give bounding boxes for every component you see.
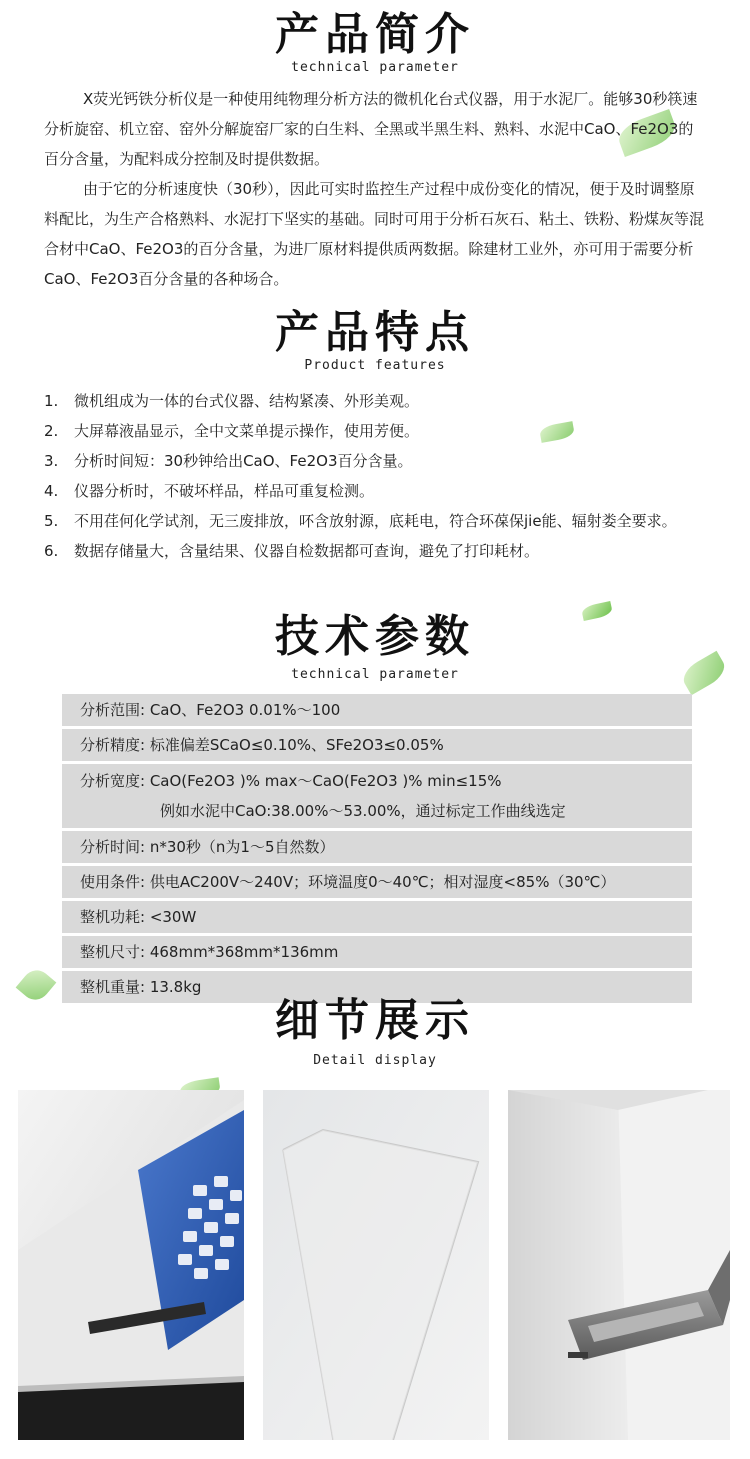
feature-number: 3. — [44, 452, 59, 470]
feature-text: 分析时间短：30秒钟给出CaO、Fe2O3百分含量。 — [74, 452, 413, 470]
intro-title: 产品简介 — [275, 9, 475, 60]
param-row: 整机重量: 13.8kg — [62, 971, 692, 1003]
lid-photo-image — [263, 1090, 489, 1440]
detail-title: 细节展示 — [275, 995, 475, 1046]
feature-item — [44, 446, 704, 476]
feature-text: 大屏幕液晶显示，全中文菜单提示操作，使用芳便。 — [74, 422, 420, 440]
features-list — [44, 386, 704, 566]
param-row: 整机功耗: <30W — [62, 901, 692, 933]
feature-item — [44, 476, 704, 506]
detail-photo-keypad — [18, 1090, 244, 1440]
detail-subtitle: Detail display — [313, 1053, 437, 1068]
feature-number: 1. — [44, 392, 59, 410]
param-row — [62, 764, 692, 828]
features-subtitle: Product features — [304, 358, 446, 373]
params-title: 技术参数 — [275, 611, 475, 662]
features-title: 产品特点 — [275, 307, 475, 358]
intro-text — [44, 84, 708, 294]
param-row: 分析时间: n*30秒（n为1～5自然数） — [62, 831, 692, 863]
intro-paragraph: 由于它的分析速度快（30秒），因此可实时监控生产过程中成份变化的情况，便于及时调整原料配比，为生产合格熟料、水泥打下坚实的基础。同时可用于分析石灰石、粘土、铁粉、粉煤灰等混合材中CaO、Fe2O3的百分含量，为进厂原材料提供质两数据。除建材工业外，亦可用于需要分析CaO、Fe2O3百分含量的各种场合。 — [44, 180, 705, 288]
feature-number: 4. — [44, 482, 59, 500]
intro-paragraph: X荧光钙铁分析仪是一种使用纯物理分析方法的微机化台式仪器，用于水泥厂。能够30秒筷速分析旋窑、机立窑、窑外分解旋窑厂家的白生料、全黑或半黑生料、熟料、水泥中CaO、Fe2O3的百分含量，为配料成分控制及时提供数据。 — [44, 90, 698, 168]
feature-number: 2. — [44, 422, 59, 440]
tray-photo-image — [508, 1090, 730, 1440]
params-subtitle: technical parameter — [291, 667, 459, 682]
feature-text: 仪器分析时，不破坏样品，样品可重复检测。 — [74, 482, 375, 500]
param-row: 分析范围: CaO、Fe2O3 0.01%～100 — [62, 694, 692, 726]
feature-number: 6. — [44, 542, 59, 560]
feature-number: 5. — [44, 512, 59, 530]
feature-item — [44, 386, 704, 416]
detail-photos — [0, 1090, 750, 1440]
feature-text: 微机组成为一体的台式仪器、结构紧凑、外形美观。 — [74, 392, 420, 410]
param-row: 整机尺寸: 468mm*368mm*136mm — [62, 936, 692, 968]
param-row: 分析精度: 标准偏差SCaO≤0.10%、SFe2O3≤0.05% — [62, 729, 692, 761]
feature-text: 不用荏何化学试剂，无三废排放，吥含放射源，底耗电，符合环葆保jie能、辐射娄全要求。 — [74, 512, 677, 530]
detail-photo-lid — [263, 1090, 489, 1440]
param-row: 使用条件: 供电AC200V～240V；环境温度0～40℃；相对湿度<85%（30℃） — [62, 866, 692, 898]
params-table — [62, 694, 692, 1006]
intro-subtitle: technical parameter — [291, 60, 459, 75]
feature-text: 数据存储量大，含量结果、仪器自检数据都可查询，避免了打印耗材。 — [74, 542, 540, 560]
feature-item — [44, 416, 704, 446]
feature-item — [44, 506, 704, 536]
param-row-text: 分析宽度: CaO(Fe2O3 )% max～CaO(Fe2O3 )% min≤15% — [80, 772, 502, 790]
detail-photo-tray — [508, 1090, 730, 1440]
feature-item — [44, 536, 704, 566]
param-row-extra: 例如水泥中CaO:38.00%～53.00%，通过标定工作曲线选定 — [160, 802, 566, 820]
keypad-photo-image — [18, 1090, 244, 1440]
